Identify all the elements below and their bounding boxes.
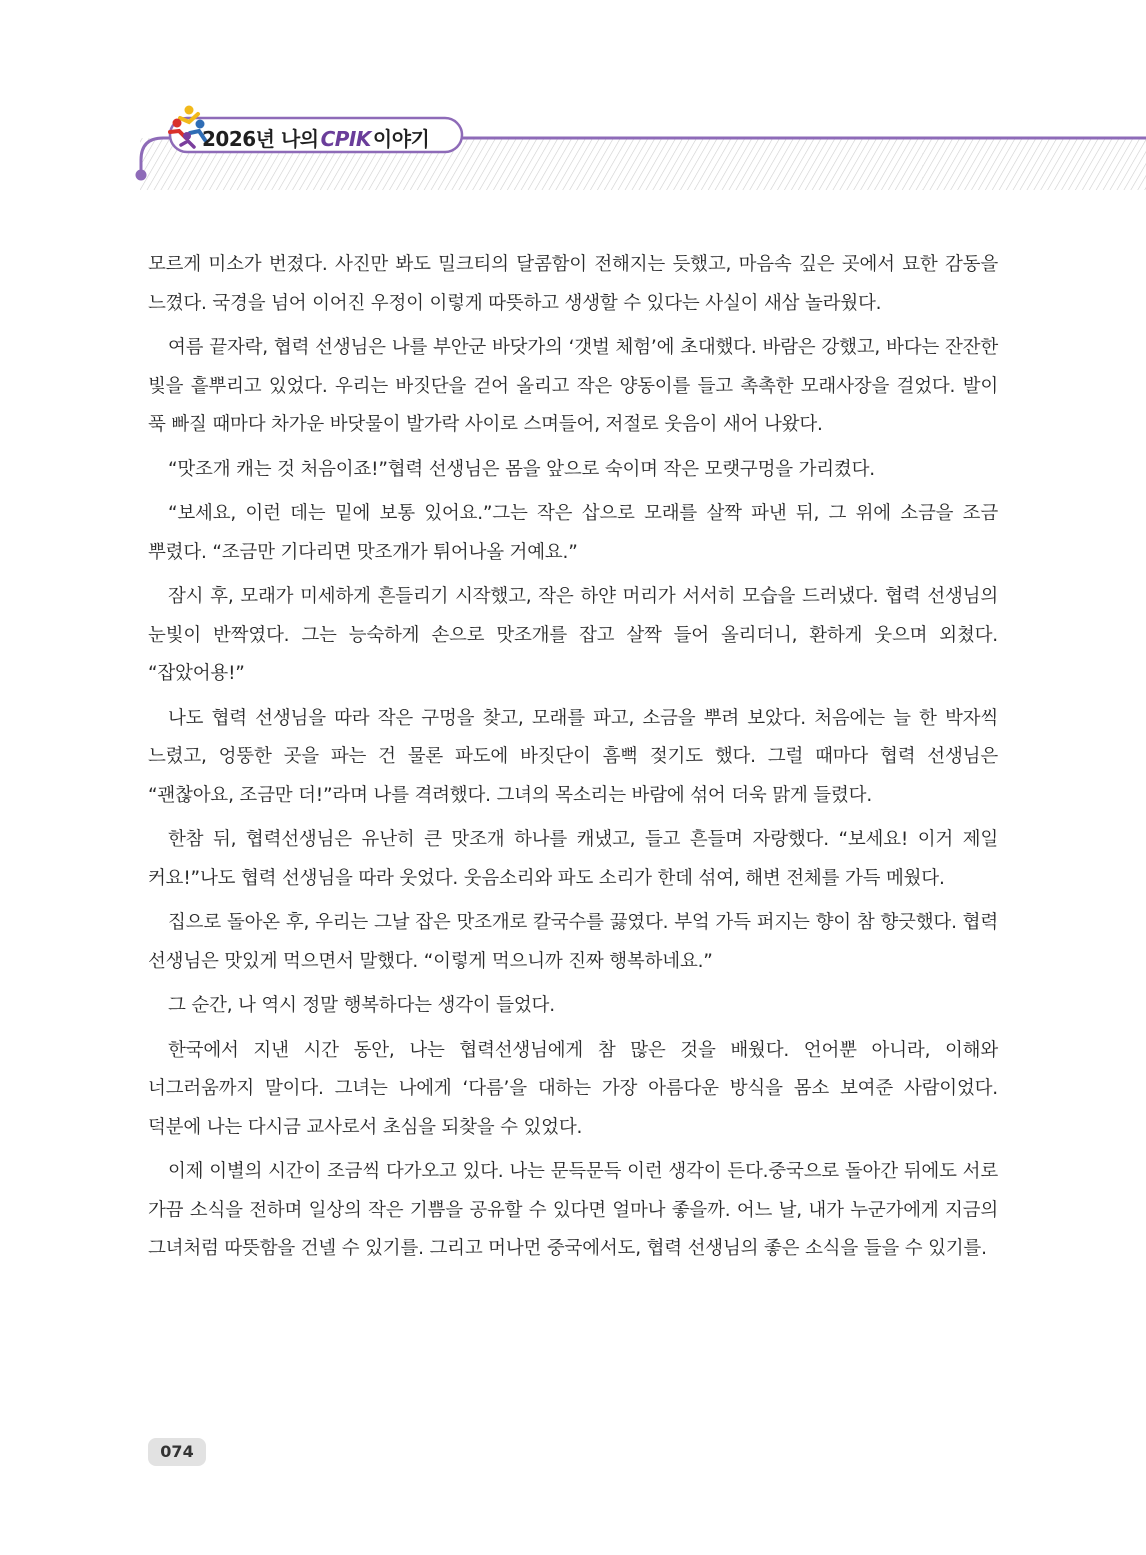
paragraph: “맛조개 캐는 것 처음이죠!”협력 선생님은 몸을 앞으로 숙이며 작은 모랫구멍을 가리켰다.: [168, 458, 875, 480]
body-text: [148, 246, 998, 1275]
paragraph: 모르게 미소가 번졌다. 사진만 봐도 밀크티의 달콤함이 전해지는 듯했고, 마음속 깊은 곳에서 묘한 감동을 느꼈다. 국경을 넘어 이어진 우정이 이렇게 따뜻하고 생생할 수 있다는 사실이 새삼 놀라웠다.: [148, 254, 998, 314]
page-number: 074: [148, 1438, 206, 1466]
paragraph: 그 순간, 나 역시 정말 행복하다는 생각이 들었다.: [168, 995, 555, 1016]
paragraph: 이제 이별의 시간이 조금씩 다가오고 있다. 나는 문득문득 이런 생각이 든다.중국으로 돌아간 뒤에도 서로 가끔 소식을 전하며 일상의 작은 기쁨을 공유할 수 있다면 얼마나 좋을까. 어느 날, 내가 누군가에게 지금의 그녀처럼 따뜻함을 건넬 수 있기를. 그리고 머나먼 중국에서도, 협력 선생님의 좋은 소식을 들을 수 있기를.: [148, 1161, 998, 1259]
header-decoration: [0, 0, 1146, 200]
header-title: [202, 123, 429, 152]
header-title-prefix: 2026년 나의: [202, 127, 319, 151]
paragraph: 한국에서 지낸 시간 동안, 나는 협력선생님에게 참 많은 것을 배웠다. 언어뿐 아니라, 이해와 너그러움까지 말이다. 그녀는 나에게 ‘다름’을 대하는 가장 아름다운 방식을 몸소 보여준 사람이었다. 덕분에 나는 다시금 교사로서 초심을 되찾을 수 있었다.: [148, 1039, 998, 1138]
header-title-suffix: 이야기: [372, 127, 430, 151]
paragraph: 나도 협력 선생님을 따라 작은 구멍을 찾고, 모래를 파고, 소금을 뿌려 보았다. 처음에는 늘 한 박자씩 느렸고, 엉뚱한 곳을 파는 건 물론 파도에 바짓단이 흠뻑 젖기도 했다. 그럴 때마다 협력 선생님은 “괜찮아요, 조금만 더!”라며 나를 격려했다. 그녀의 목소리는 바람에 섞어 더욱 맑게 들렸다.: [148, 707, 998, 806]
paragraph: 집으로 돌아온 후, 우리는 그날 잡은 맛조개로 칼국수를 끓였다. 부엌 가득 퍼지는 향이 참 향긋했다. 협력 선생님은 맛있게 먹으면서 말했다. “이렇게 먹으니까 진짜 행복하네요.”: [148, 912, 998, 972]
paragraph: “보세요, 이런 데는 밑에 보통 있어요.”그는 작은 삽으로 모래를 살짝 파낸 뒤, 그 위에 소금을 조금 뿌렸다. “조금만 기다리면 맛조개가 튀어나올 거예요.”: [148, 503, 998, 563]
paragraph: 한참 뒤, 협력선생님은 유난히 큰 맛조개 하나를 캐냈고, 들고 흔들며 자랑했다. “보세요! 이거 제일 커요!”나도 협력 선생님을 따라 웃었다. 웃음소리와 파도 소리가 한데 섞여, 해변 전체를 가득 메웠다.: [148, 829, 998, 889]
paragraph: 잠시 후, 모래가 미세하게 흔들리기 시작했고, 작은 하얀 머리가 서서히 모습을 드러냈다. 협력 선생님의 눈빛이 반짝였다. 그는 능숙하게 손으로 맛조개를 잡고 살짝 들어 올리더니, 환하게 웃으며 외쳤다. “잡았어용!”: [148, 586, 998, 684]
header-title-brand: CPIK: [320, 127, 371, 151]
paragraph: 여름 끝자락, 협력 선생님은 나를 부안군 바닷가의 ‘갯벌 체험’에 초대했다. 바람은 강했고, 바다는 잔잔한 빛을 흩뿌리고 있었다. 우리는 바짓단을 걷어 올리고 작은 양동이를 들고 촉촉한 모래사장을 걸었다. 발이 푹 빠질 때마다 차가운 바닷물이 발가락 사이로 스며들어, 저절로 웃음이 새어 나왔다.: [148, 337, 998, 435]
